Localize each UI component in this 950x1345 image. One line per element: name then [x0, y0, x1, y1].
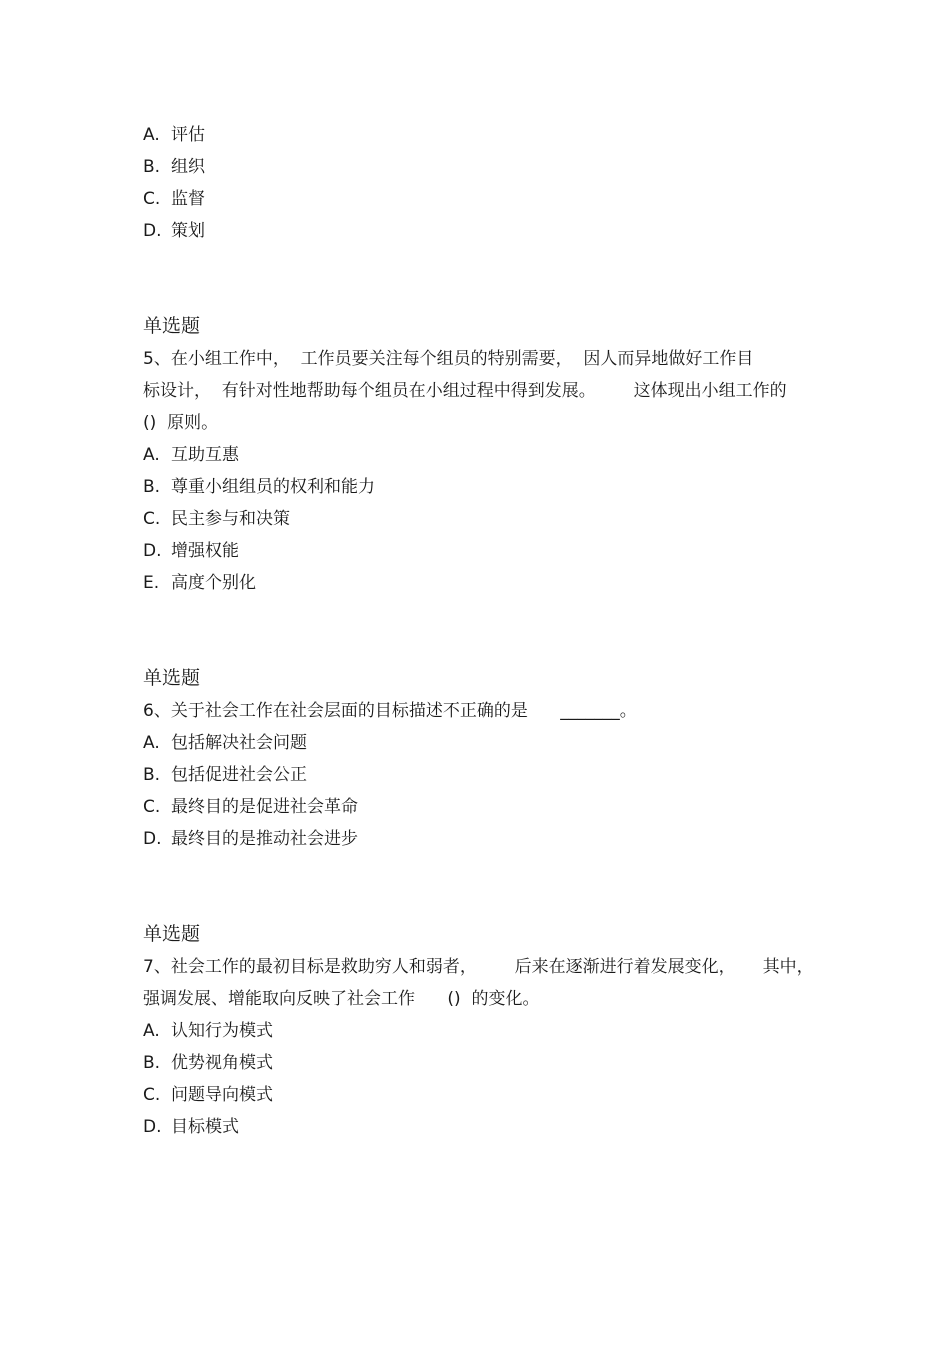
option-d [143, 220, 205, 242]
question-type-label: 单选题 [143, 315, 201, 337]
option-text: 目标模式 [171, 1117, 239, 1137]
question-text-line: 标设计， 有针对性地帮助每个组员在小组过程中得到发展。 这体现出小组工作的 [143, 381, 787, 401]
option-text: 包括促进社会公正 [171, 765, 307, 785]
option-a [143, 124, 205, 146]
question-text-line: 5、在小组工作中， 工作员要关注每个组员的特别需要， 因人而异地做好工作目 [143, 349, 754, 369]
option-c [143, 508, 290, 530]
question-text-line: 6、关于社会工作在社会层面的目标描述不正确的是 _______。 [143, 701, 637, 721]
option-a [143, 444, 239, 466]
option-text: 监督 [171, 189, 205, 209]
option-letter: B. [143, 1053, 161, 1073]
option-letter: B. [143, 477, 161, 497]
option-text: 评估 [171, 125, 205, 145]
option-a [143, 1020, 273, 1042]
option-letter: C. [143, 1085, 161, 1105]
option-letter: B. [143, 765, 161, 785]
question-text-line: 7、社会工作的最初目标是救助穷人和弱者， 后来在逐渐进行着发展变化， 其中， [143, 957, 814, 977]
option-letter: E. [143, 573, 160, 593]
option-text: 增强权能 [171, 541, 239, 561]
option-text: 尊重小组组员的权利和能力 [171, 477, 375, 497]
option-letter: D. [143, 1117, 162, 1137]
option-letter: C. [143, 797, 161, 817]
option-letter: D. [143, 541, 162, 561]
option-text: 最终目的是促进社会革命 [171, 797, 358, 817]
option-letter: A. [143, 445, 160, 465]
option-c [143, 1084, 273, 1106]
option-text: 策划 [171, 221, 205, 241]
option-text: 高度个别化 [171, 573, 256, 593]
option-text: 互助互惠 [171, 445, 239, 465]
option-b [143, 156, 205, 178]
option-letter: B. [143, 157, 161, 177]
question-text-line: () 原则。 [143, 413, 219, 433]
question-type-label: 单选题 [143, 923, 201, 945]
option-text: 民主参与和决策 [171, 509, 290, 529]
option-a [143, 732, 307, 754]
option-letter: A. [143, 125, 160, 145]
option-c [143, 796, 358, 818]
option-e [143, 572, 256, 594]
option-text: 认知行为模式 [171, 1021, 273, 1041]
option-c [143, 188, 205, 210]
option-letter: D. [143, 829, 162, 849]
option-letter: C. [143, 189, 161, 209]
option-text: 最终目的是推动社会进步 [171, 829, 358, 849]
option-text: 问题导向模式 [171, 1085, 273, 1105]
option-letter: A. [143, 733, 160, 753]
option-b [143, 476, 375, 498]
option-d [143, 1116, 239, 1138]
option-d [143, 828, 358, 850]
question-text-line: 强调发展、增能取向反映了社会工作 () 的变化。 [143, 989, 540, 1009]
question-type-label: 单选题 [143, 667, 201, 689]
option-b [143, 1052, 273, 1074]
option-text: 包括解决社会问题 [171, 733, 307, 753]
option-letter: A. [143, 1021, 160, 1041]
option-text: 组织 [171, 157, 205, 177]
option-letter: C. [143, 509, 161, 529]
option-text: 优势视角模式 [171, 1053, 273, 1073]
option-d [143, 540, 239, 562]
option-letter: D. [143, 221, 162, 241]
option-b [143, 764, 307, 786]
